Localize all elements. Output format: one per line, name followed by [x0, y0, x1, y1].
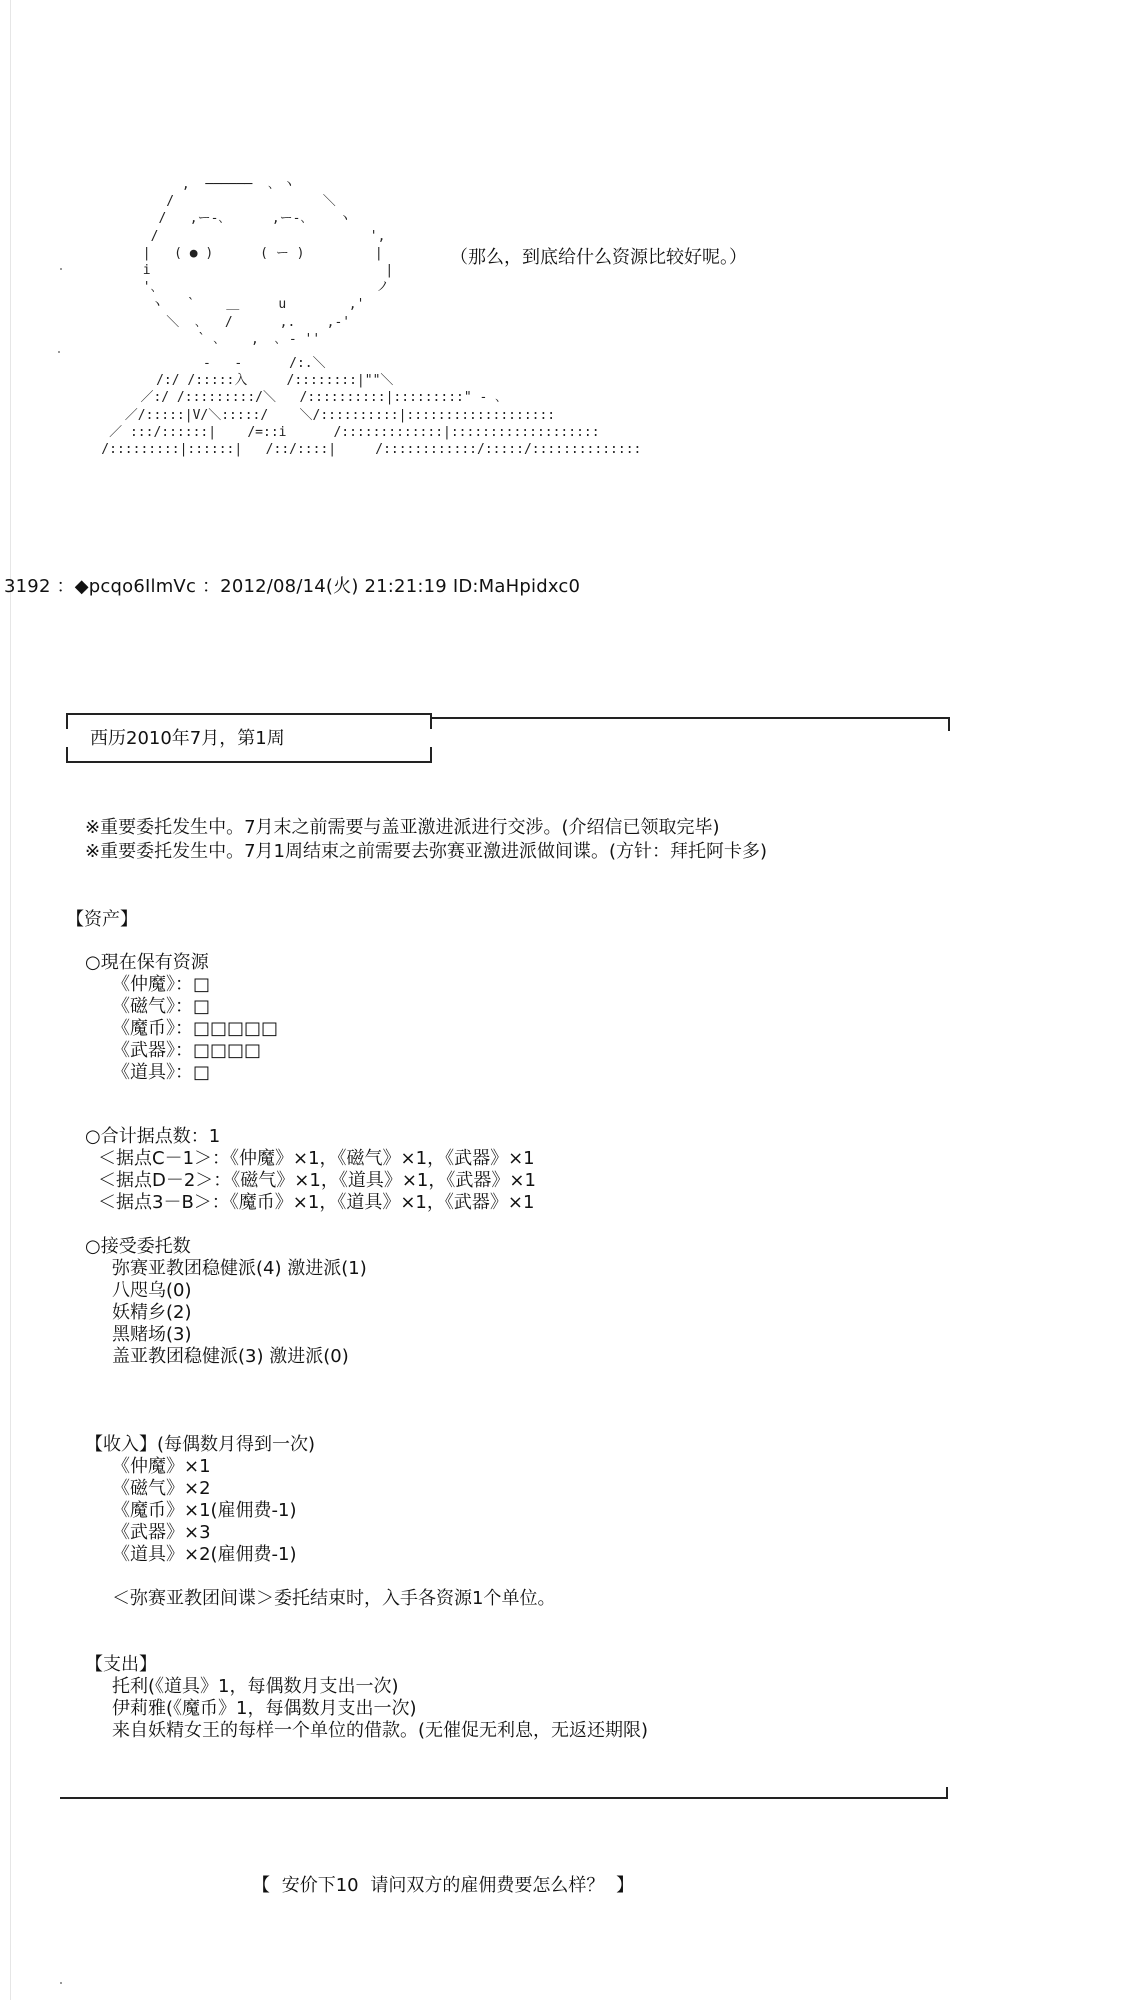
base-item: ＜据点C－1＞：《仲魔》×1，《磁气》×1，《武器》×1: [98, 1148, 535, 1169]
closing-prompt: 【 安价下10 请问双方的雇佣费要怎么样？ 】: [252, 1875, 635, 1896]
resource-item: 《道具》：□: [112, 1062, 211, 1083]
income-item: 《磁气》×2: [112, 1478, 211, 1499]
stray-dot: [58, 351, 60, 353]
expense-item: 伊莉雅(《魔币》1，每偶数月支出一次): [112, 1698, 417, 1719]
resource-item: 《磁气》：□: [112, 996, 211, 1017]
resource-item: 《魔币》：□□□□□: [112, 1018, 279, 1039]
frame-title-bottom-border: [66, 747, 432, 763]
assets-heading: 【资产】: [66, 909, 138, 930]
resource-item: 《仲魔》：□: [112, 974, 211, 995]
commission-item: 盖亚教团稳健派(3) 激进派(0): [112, 1346, 349, 1367]
income-item: 《魔币》×1(雇佣费-1): [112, 1500, 297, 1521]
base-item: ＜据点3－B＞：《魔币》×1，《道具》×1，《武器》×1: [98, 1192, 535, 1213]
post-header: 3192 ：◆pcqo6IlmVc ：2012/08/14(火) 21:21:19 ID:MaHpidxc0: [4, 576, 581, 597]
base-item: ＜据点D－2＞：《磁气》×1，《道具》×1，《武器》×1: [98, 1170, 536, 1191]
resource-item: 《武器》：□□□□: [112, 1040, 262, 1061]
commission-item: 黑赌场(3): [112, 1324, 192, 1345]
notice-1: ※重要委托发生中。7月末之前需要与盖亚激进派进行交涉。(介绍信已领取完毕): [85, 817, 720, 838]
commission-item: 八咫乌(0): [112, 1280, 192, 1301]
expense-item: 来自妖精女王的每样一个单位的借款。(无催促无利息，无返还期限): [112, 1720, 649, 1741]
notice-2: ※重要委托发生中。7月1周结束之前需要去弥赛亚激进派做间谍。(方针：拜托阿卡多): [85, 841, 768, 862]
frame-bottom-border: [60, 1797, 948, 1799]
frame-title: 西历2010年7月，第1周: [90, 728, 285, 749]
frame-right-top-border: [430, 717, 950, 731]
expenses-heading: 【支出】: [85, 1654, 157, 1675]
frame-bottom-corner: [946, 1787, 948, 1799]
commissions-heading: ○接受委托数: [85, 1236, 191, 1257]
expense-item: 托利(《道具》1，每偶数月支出一次): [112, 1676, 399, 1697]
frame-title-top-border: [66, 713, 432, 729]
ascii-art-face: , ────── ､ ヽ / ＼ / ,ー-､ ,ー-､ ヽ / ', | ( ● ) ( ー ) | i | '､ ノ ヽ ` ＿ u ,' ＼ ､ / ,. ,-' ` ､ , ､ ‐ '': [142, 177, 394, 347]
commission-item: 妖精乡(2): [112, 1302, 192, 1323]
income-heading: 【收入】(每偶数月得到一次): [85, 1434, 316, 1455]
speech-bubble-text: （那么，到底给什么资源比较好呢。）: [450, 247, 747, 268]
income-note: ＜弥赛亚教团间谍＞委托结束时，入手各资源1个单位。: [112, 1588, 556, 1609]
stray-dot: [60, 1982, 62, 1984]
income-item: 《武器》×3: [112, 1522, 211, 1543]
income-item: 《道具》×2(雇佣费-1): [112, 1544, 297, 1565]
ascii-art-body: - - /:.＼ /:/ /:::::入 /::::::::|""＼ ／:/ /:::::::::/＼ /::::::::::|:::::::::" - ､ ／/:::::|V/＼:::::/ ＼/::::::::::|::::::::::::::::::: ／ :::/::::::| /=::i /:::::::::::::|::::::::::::::::::: /:::::::::|::::::| /::/::::| /::::::::::::/:::::/::::::::::::::: [101, 356, 642, 458]
page-left-edge-line: [10, 0, 11, 2000]
income-item: 《仲魔》×1: [112, 1456, 211, 1477]
bases-heading: ○合计据点数：1: [85, 1126, 221, 1147]
stray-dot: [60, 268, 62, 270]
commission-item: 弥赛亚教团稳健派(4) 激进派(1): [112, 1258, 367, 1279]
resources-heading: ○現在保有资源: [85, 952, 209, 973]
